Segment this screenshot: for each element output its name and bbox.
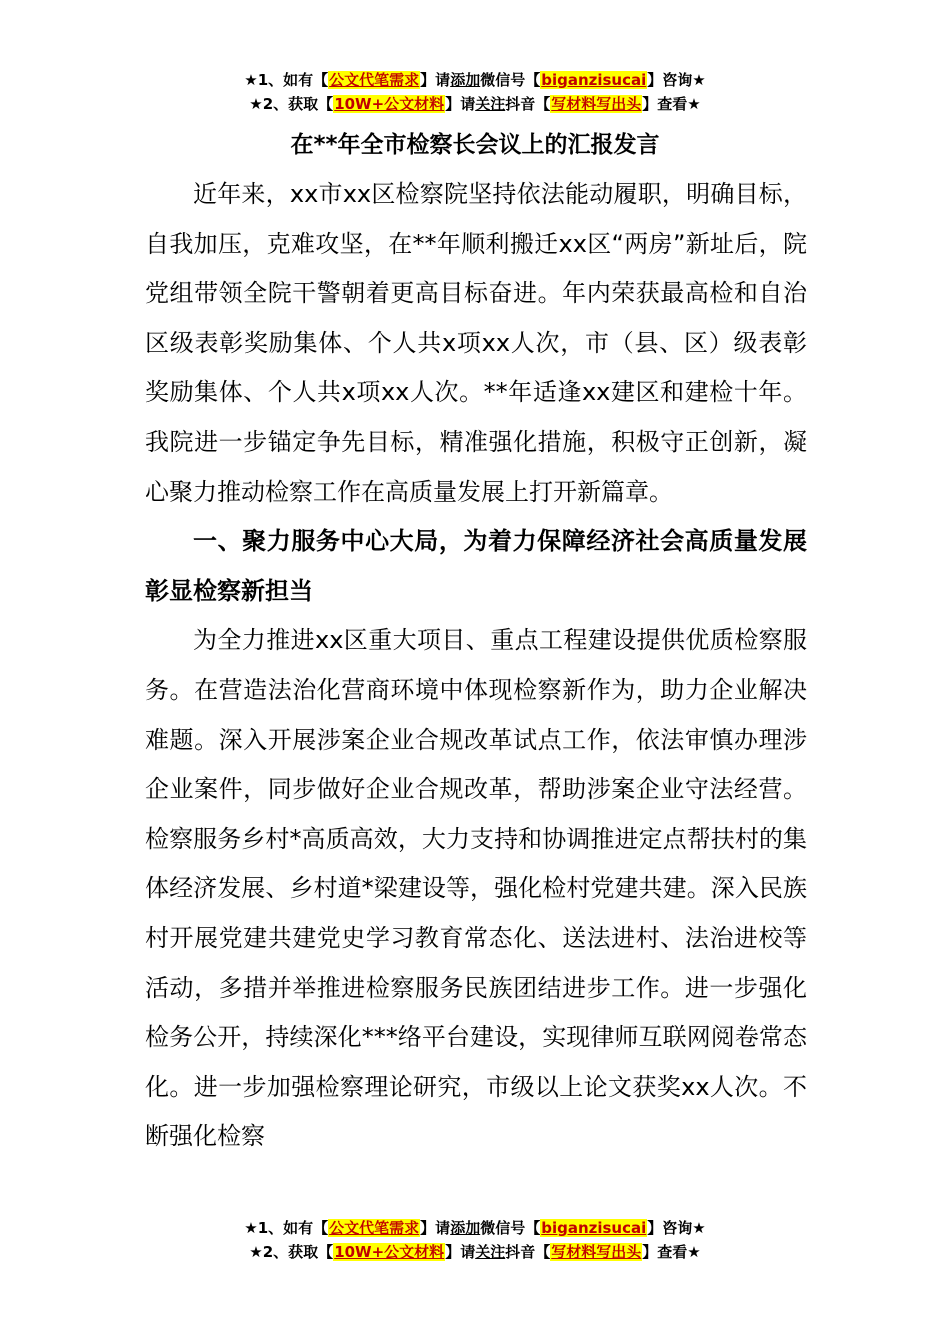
promo-text: 】请 — [420, 71, 451, 89]
document-title: 在**年全市检察长会议上的汇报发言 — [290, 132, 660, 158]
promo-text: 微信号【 — [480, 1219, 541, 1237]
promo-text: ★1、如有【 — [244, 1219, 329, 1237]
promo-text: 抖音【 — [505, 1243, 551, 1261]
promo-text: 】请 — [445, 95, 476, 113]
promo-line-2 — [0, 1240, 950, 1264]
promo-line-1 — [0, 1216, 950, 1240]
promo-highlight: 10W+公文材料 — [334, 1243, 445, 1261]
promo-underline: 关注 — [475, 1243, 506, 1261]
promo-highlight: 10W+公文材料 — [334, 95, 445, 113]
promo-text: 】查看★ — [642, 95, 701, 113]
promo-highlight-wechat-id: biganzisucai — [541, 1219, 647, 1237]
promo-text: ★2、获取【 — [249, 95, 334, 113]
promo-text: 微信号【 — [480, 71, 541, 89]
promo-underline: 关注 — [475, 95, 506, 113]
promo-text: 】请 — [445, 1243, 476, 1261]
promo-text: ★2、获取【 — [249, 1243, 334, 1261]
section-heading: 一、聚力服务中心大局，为着力保障经济社会高质量发展彰显检察新担当 — [145, 527, 807, 605]
promo-text: ★1、如有【 — [244, 71, 329, 89]
promo-highlight-douyin-id: 写材料写出头 — [551, 1243, 642, 1261]
promo-highlight-douyin-id: 写材料写出头 — [551, 95, 642, 113]
section-paragraph: 为全力推进xx区重大项目、重点工程建设提供优质检察服务。在营造法治化营商环境中体现检察新作为，助力企业解决难题。深入开展涉案企业合规改革试点工作，依法审慎办理涉企业案件，同步做好企业合规改革，帮助涉案企业守法经营。检察服务乡村*高质高效，大力支持和协调推进定点帮扶村的集体经济发展、乡村道*梁建设等，强化检村党建共建。深入民族村开展党建共建党史学习教育常态化、送法进村、法治进校等活动，多措并举推进检察服务民族团结进步工作。进一步强化检务公开，持续深化***络平台建设，实现律师互联网阅卷常态化。进一步加强检察理论研究，市级以上论文获奖xx人次。不断强化检察 — [145, 626, 807, 1151]
promo-underline: 添加 — [450, 71, 481, 89]
promo-banner-top — [0, 68, 950, 116]
intro-paragraph: 近年来，xx市xx区检察院坚持依法能动履职，明确目标，自我加压，克难攻坚，在**年顺利搬迁xx区“两房”新址后，院党组带领全院干警朝着更高目标奋进。年内荣获最高检和自治区级表彰奖励集体、个人共x项xx人次，市（县、区）级表彰奖励集体、个人共x项xx人次。**年适逢xx建区和建检十年。我院进一步锚定争先目标，精准强化措施，积极守正创新，凝心聚力推动检察工作在高质量发展上打开新篇章。 — [145, 180, 807, 506]
promo-banner-bottom — [0, 1216, 950, 1264]
promo-text: 抖音【 — [505, 95, 551, 113]
promo-text: 】咨询★ — [647, 71, 706, 89]
promo-highlight: 公文代笔需求 — [329, 1219, 420, 1237]
promo-text: 】查看★ — [642, 1243, 701, 1261]
promo-text: 】咨询★ — [647, 1219, 706, 1237]
promo-highlight-wechat-id: biganzisucai — [541, 71, 647, 89]
promo-text: 】请 — [420, 1219, 451, 1237]
document-body — [145, 170, 807, 1162]
promo-line-2 — [0, 92, 950, 116]
promo-highlight: 公文代笔需求 — [329, 71, 420, 89]
promo-line-1 — [0, 68, 950, 92]
promo-underline: 添加 — [450, 1219, 481, 1237]
